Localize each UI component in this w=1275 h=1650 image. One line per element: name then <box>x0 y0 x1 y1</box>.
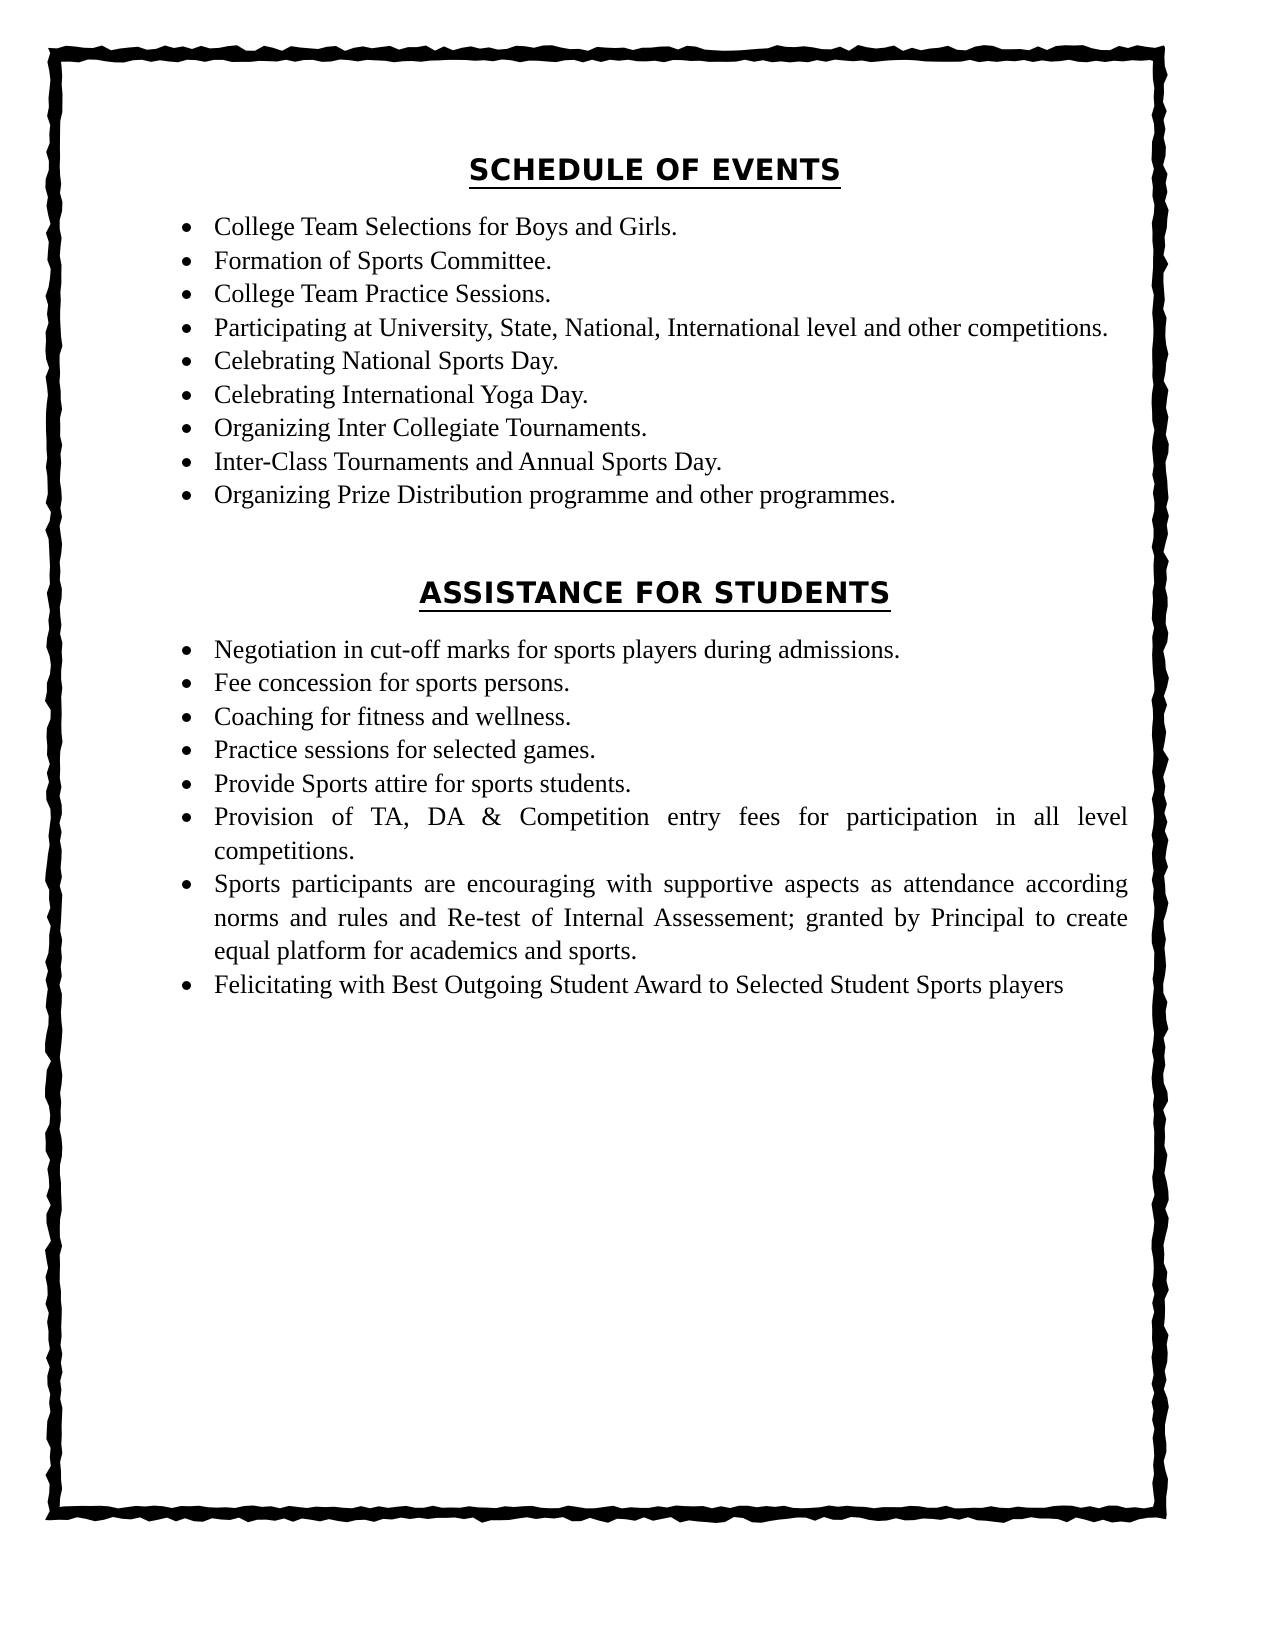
bullet-dot-icon <box>182 780 191 789</box>
bullet-dot-icon <box>182 746 191 755</box>
list-item: Provision of TA, DA & Competition entry fees for participation in all level competitions. <box>182 800 1128 867</box>
bullet-dot-icon <box>182 880 191 889</box>
document-body <box>182 150 1128 1001</box>
list-item: Fee concession for sports persons. <box>182 666 1128 700</box>
bullet-dot-icon <box>182 324 191 333</box>
list-item: Organizing Inter Collegiate Tournaments. <box>182 411 1128 445</box>
list-item: Formation of Sports Committee. <box>182 244 1128 278</box>
bullet-dot-icon <box>182 646 191 655</box>
list-item: Sports participants are encouraging with supportive aspects as attendance according norms and rules and Re-test of Internal Assessement; granted by Principal to create equal platform for academics and sports. <box>182 867 1128 968</box>
bullet-dot-icon <box>182 424 191 433</box>
list-item: Participating at University, State, National, International level and other competitions. <box>182 311 1128 345</box>
bullet-dot-icon <box>182 391 191 400</box>
schedule-list <box>182 210 1128 512</box>
bullet-dot-icon <box>182 290 191 299</box>
bullet-dot-icon <box>182 813 191 822</box>
list-item: Negotiation in cut-off marks for sports players during admissions. <box>182 633 1128 667</box>
bullet-dot-icon <box>182 458 191 467</box>
list-item: Provide Sports attire for sports students. <box>182 767 1128 801</box>
bullet-dot-icon <box>182 257 191 266</box>
bullet-dot-icon <box>182 679 191 688</box>
list-item: Practice sessions for selected games. <box>182 733 1128 767</box>
assistance-list <box>182 633 1128 1002</box>
bullet-dot-icon <box>182 713 191 722</box>
list-item: Felicitating with Best Outgoing Student Award to Selected Student Sports players <box>182 968 1128 1002</box>
section-heading-assistance: ASSISTANCE FOR STUDENTS <box>419 575 891 610</box>
list-item: Celebrating National Sports Day. <box>182 344 1128 378</box>
bullet-dot-icon <box>182 981 191 990</box>
section-heading-schedule: SCHEDULE OF EVENTS <box>468 153 842 187</box>
bullet-dot-icon <box>182 491 191 500</box>
list-item: Inter-Class Tournaments and Annual Sports Day. <box>182 445 1128 479</box>
list-item: College Team Selections for Boys and Girls. <box>182 210 1128 244</box>
list-item: College Team Practice Sessions. <box>182 277 1128 311</box>
list-item: Celebrating International Yoga Day. <box>182 378 1128 412</box>
list-item: Coaching for fitness and wellness. <box>182 700 1128 734</box>
bullet-dot-icon <box>182 357 191 366</box>
bullet-dot-icon <box>182 223 191 232</box>
list-item: Organizing Prize Distribution programme and other programmes. <box>182 478 1128 512</box>
